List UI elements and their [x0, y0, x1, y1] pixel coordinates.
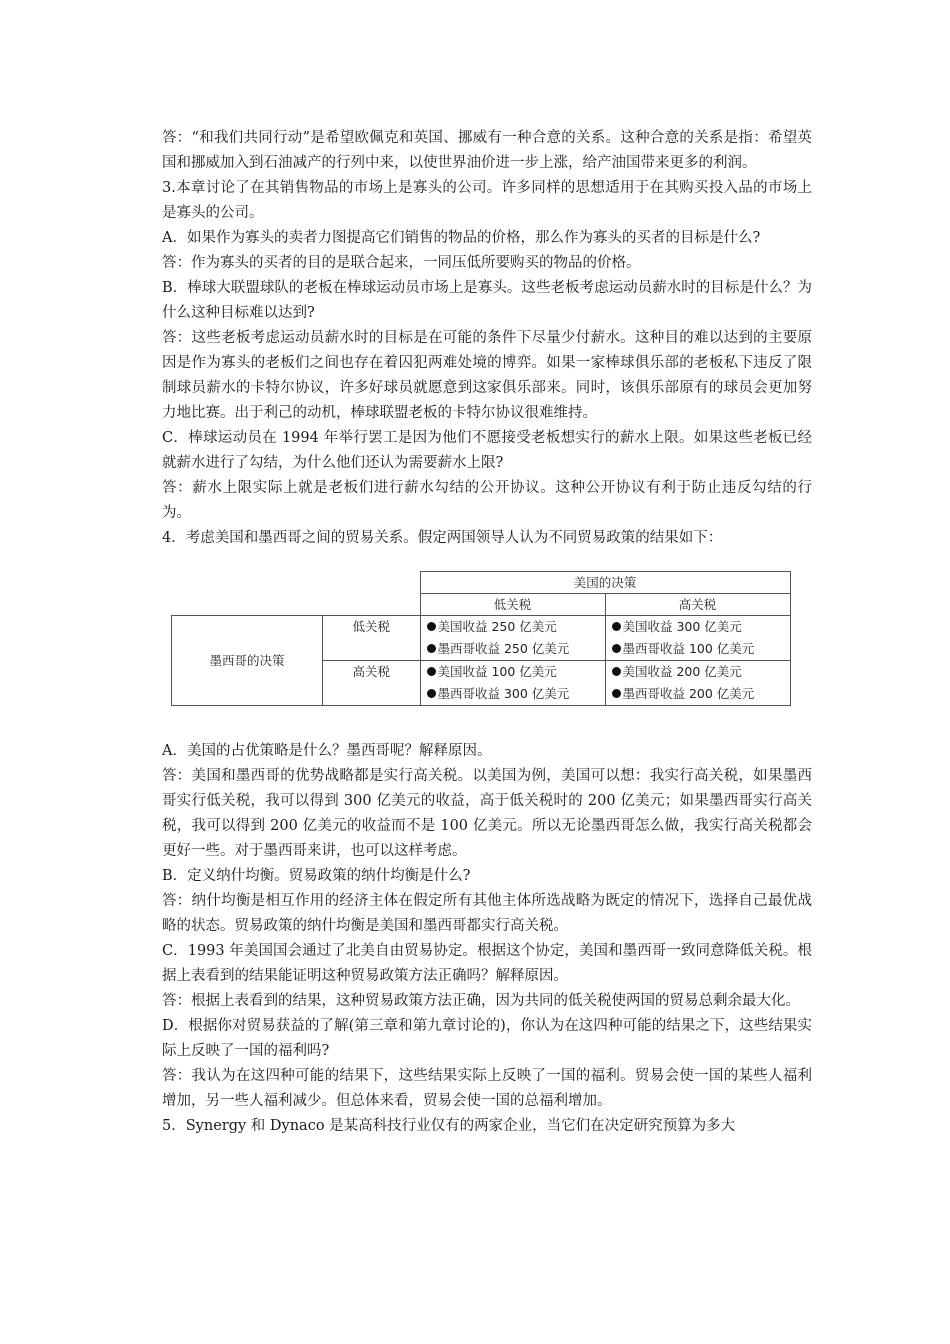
payoff-cell [420, 661, 605, 706]
us-high-tariff-header: 高关税 [605, 594, 790, 616]
payoff-table [171, 571, 791, 706]
us-decision-header: 美国的决策 [420, 572, 790, 594]
mx-payoff: 墨西哥收益 200 亿美元 [612, 683, 784, 705]
payoff-cell [420, 616, 605, 661]
bullet-icon [612, 667, 621, 676]
question-paragraph: B．定义纳什均衡。贸易政策的纳什均衡是什么? [162, 868, 471, 884]
us-low-tariff-header: 低关税 [420, 594, 605, 616]
document-page [162, 126, 812, 1139]
question-paragraph: D．根据你对贸易获益的了解(第三章和第九章讨论的)，你认为在这四种可能的结果之下，这些结果实际上反映了一国的福利吗? [162, 1018, 812, 1059]
question-paragraph: 5．Synergy 和 Dynaco 是某高科技行业仅有的两家企业，当它们在决定研究预算为多大 [162, 1118, 736, 1134]
mx-payoff: 墨西哥收益 300 亿美元 [427, 683, 599, 705]
question-paragraph: B．棒球大联盟球队的老板在棒球运动员市场上是寡头。这些老板考虑运动员薪水时的目标是什么？为什么这种目标难以达到? [162, 280, 812, 321]
answer-paragraph: 答：薪水上限实际上就是老板们进行薪水勾结的公开协议。这种公开协议有利于防止违反勾结的行为。 [162, 480, 812, 521]
bullet-icon [427, 689, 436, 698]
us-payoff: 美国收益 100 亿美元 [427, 661, 599, 683]
question-paragraph: A．美国的占优策略是什么？墨西哥呢？解释原因。 [162, 743, 492, 759]
answer-paragraph: 答：这些老板考虑运动员薪水时的目标是在可能的条件下尽量少付薪水。这种目的难以达到的主要原因是作为寡头的老板们之间也存在着囚犯两难处境的博弈。如果一家棒球俱乐部的老板私下违反了限制球员薪水的卡特尔协议，许多好球员就愿意到这家俱乐部来。同时，该俱乐部原有的球员会更加努力地比赛。出于利己的动机，棒球联盟老板的卡特尔协议很难维持。 [162, 330, 812, 421]
question-paragraph: 3.本章讨论了在其销售物品的市场上是寡头的公司。许多同样的思想适用于在其购买投入品的市场上是寡头的公司。 [162, 180, 812, 221]
question-paragraph: C．棒球运动员在 1994 年举行罢工是因为他们不愿接受老板想实行的薪水上限。如果这些老板已经就薪水进行了勾结，为什么他们还认为需要薪水上限? [162, 430, 812, 471]
answer-paragraph: 答：根据上表看到的结果，这种贸易政策方法正确，因为共同的低关税使两国的贸易总剩余最大化。 [162, 993, 800, 1009]
question-paragraph: C．1993 年美国国会通过了北美自由贸易协定。根据这个协定，美国和墨西哥一致同意降低关税。根据上表看到的结果能证明这种贸易政策方法正确吗？解释原因。 [162, 943, 812, 984]
mx-high-tariff-header: 高关税 [323, 661, 420, 706]
bullet-icon [612, 689, 621, 698]
bullet-icon [612, 622, 621, 631]
answer-paragraph: 答：美国和墨西哥的优势战略都是实行高关税。以美国为例，美国可以想：我实行高关税，如果墨西哥实行低关税，我可以得到 300 亿美元的收益，高于低关税时的 200 亿美元；如果墨西哥实行高关税，我可以得到 200 亿美元的收益而不是 100 亿美元。所以无论墨西哥怎么做，我实行高关税都会更好一些。对于墨西哥来讲，也可以这样考虑。 [162, 768, 812, 859]
mx-payoff: 墨西哥收益 100 亿美元 [612, 638, 784, 660]
bullet-icon [612, 644, 621, 653]
us-payoff: 美国收益 300 亿美元 [612, 616, 784, 638]
mexico-decision-header: 墨西哥的决策 [172, 616, 323, 706]
answer-paragraph: 答：“和我们共同行动”是希望欧佩克和英国、挪威有一种合意的关系。这种合意的关系是指：希望英国和挪威加入到石油减产的行列中来，以使世界油价进一步上涨，给产油国带来更多的利润。 [162, 130, 812, 171]
bullet-icon [427, 622, 436, 631]
question-paragraph: A．如果作为寡头的卖者力图提高它们销售的物品的价格，那么作为寡头的买者的目标是什么? [162, 230, 761, 246]
us-payoff: 美国收益 250 亿美元 [427, 616, 599, 638]
bullet-icon [427, 644, 436, 653]
payoff-cell [605, 661, 790, 706]
mx-low-tariff-header: 低关税 [323, 616, 420, 661]
payoff-cell [605, 616, 790, 661]
answer-paragraph: 答：纳什均衡是相互作用的经济主体在假定所有其他主体所选战略为既定的情况下，选择自己最优战略的状态。贸易政策的纳什均衡是美国和墨西哥都实行高关税。 [162, 893, 812, 934]
answer-paragraph: 答：作为寡头的买者的目的是联合起来，一同压低所要购买的物品的价格。 [162, 255, 641, 271]
payoff-table-figure [162, 571, 812, 737]
bullet-icon [427, 667, 436, 676]
question-paragraph: 4．考虑美国和墨西哥之间的贸易关系。假定两国领导人认为不同贸易政策的结果如下： [162, 530, 723, 546]
us-payoff: 美国收益 200 亿美元 [612, 661, 784, 683]
answer-paragraph: 答：我认为在这四种可能的结果下，这些结果实际上反映了一国的福利。贸易会使一国的某些人福利增加，另一些人福利减少。但总体来看，贸易会使一国的总福利增加。 [162, 1068, 812, 1109]
mx-payoff: 墨西哥收益 250 亿美元 [427, 638, 599, 660]
